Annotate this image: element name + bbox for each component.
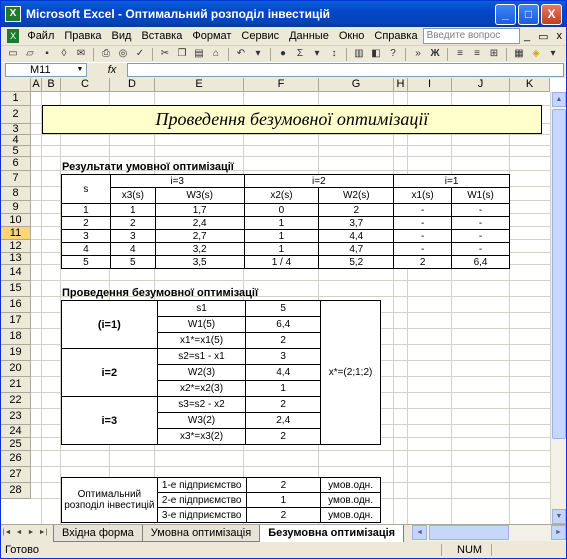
row-header-28[interactable]: 28	[1, 483, 31, 499]
row-header-9[interactable]: 9	[1, 201, 31, 214]
dropdown-icon[interactable]: ▾	[255, 48, 261, 59]
scroll-left-icon[interactable]: ◄	[412, 525, 427, 540]
enterprise-name[interactable]: 1-е підприємство	[157, 478, 246, 493]
table-cell[interactable]: -	[394, 204, 452, 217]
tab-conditional-optimization[interactable]: Умовна оптимізація	[142, 525, 260, 542]
table-cell[interactable]: -	[452, 230, 510, 243]
column-header-i[interactable]: I	[408, 78, 452, 92]
value-cell[interactable]: 1	[246, 381, 321, 397]
column-header-j[interactable]: J	[452, 78, 510, 92]
worksheet-grid[interactable]	[1, 78, 566, 524]
status-divider	[491, 544, 492, 556]
group-header[interactable]: i=2	[244, 175, 394, 188]
column-header-h[interactable]: H	[394, 78, 408, 92]
workbook-minimize-button[interactable]: _	[523, 30, 531, 42]
name-box-value: M11	[30, 64, 51, 76]
sheet-banner[interactable]: Проведення безумовної оптимізації	[42, 105, 542, 134]
permission-icon[interactable]: ◊	[61, 48, 67, 59]
table-cell[interactable]: 6,4	[452, 256, 510, 269]
menu-tools[interactable]: Сервис	[241, 30, 280, 42]
table-row	[62, 478, 381, 493]
table-cell[interactable]: 1	[244, 230, 319, 243]
gridline-h	[31, 280, 550, 281]
align-center-icon[interactable]: ≡	[474, 48, 480, 59]
column-header-k[interactable]: K	[510, 78, 550, 92]
align-left-icon[interactable]: ≡	[457, 48, 463, 59]
toolbar-separator	[270, 48, 271, 61]
table-cell[interactable]: 5,2	[319, 256, 394, 269]
workbook-close-button[interactable]: x	[556, 30, 562, 42]
scroll-down-icon[interactable]: ▼	[552, 509, 566, 524]
tab-unconditional-optimization[interactable]: Безумовна оптимізація	[259, 525, 404, 543]
email-icon[interactable]: ✉	[76, 48, 86, 59]
gridline-h	[31, 450, 550, 451]
table-cell[interactable]: 2	[319, 204, 394, 217]
row-header-17[interactable]: 17	[1, 313, 31, 329]
dropdown-icon[interactable]: ▾	[550, 48, 556, 59]
table-cell[interactable]: -	[394, 217, 452, 230]
table-cell[interactable]: 2	[62, 217, 111, 230]
subheader-cell[interactable]: W2(s)	[319, 188, 394, 204]
scroll-thumb[interactable]	[552, 109, 566, 439]
formula-cell[interactable]: s2=s1 - x1	[157, 349, 246, 365]
menu-format[interactable]: Формат	[192, 30, 232, 42]
gridline-h	[31, 156, 550, 157]
hyperlink-icon[interactable]: ●	[279, 48, 287, 59]
row-header-24[interactable]: 24	[1, 425, 31, 438]
toolbar-separator	[405, 48, 406, 61]
conditional-results-table[interactable]	[61, 174, 510, 269]
row-header-15[interactable]: 15	[1, 281, 31, 297]
table-cell[interactable]: 4,4	[319, 230, 394, 243]
row-header-14[interactable]: 14	[1, 265, 31, 281]
cut-icon[interactable]: ✂	[160, 48, 170, 59]
row-header-6[interactable]: 6	[1, 157, 31, 171]
gridline-h	[31, 466, 550, 467]
fx-icon[interactable]: fx	[107, 64, 117, 76]
toolbar-separator	[93, 48, 94, 61]
formula-cell[interactable]: x3*=x3(2)	[157, 429, 246, 445]
table-cell[interactable]: -	[452, 243, 510, 256]
value-cell[interactable]: 3	[246, 349, 321, 365]
excel-app-icon[interactable]: X	[5, 6, 21, 22]
enterprise-name[interactable]: 2-е підприємство	[157, 493, 246, 508]
format-painter-icon[interactable]: ⌂	[212, 48, 220, 59]
table-cell[interactable]: -	[452, 204, 510, 217]
zoom-icon[interactable]: »	[415, 48, 421, 59]
table-row	[62, 301, 381, 317]
table-row	[62, 217, 510, 230]
row-header-18[interactable]: 18	[1, 329, 31, 345]
row-header-27[interactable]: 27	[1, 467, 31, 483]
maximize-button[interactable]: □	[518, 4, 539, 25]
table-cell[interactable]: 3,5	[155, 256, 244, 269]
enterprise-name[interactable]: 3-е підприємство	[157, 508, 246, 523]
toolbar-separator	[228, 48, 229, 61]
step-label[interactable]: (i=1)	[62, 301, 158, 349]
select-all-corner[interactable]	[1, 78, 31, 92]
toolbar-separator	[346, 48, 347, 61]
standard-toolbar	[1, 46, 566, 62]
scroll-right-icon[interactable]: ►	[551, 525, 566, 540]
formula-cell[interactable]: W2(3)	[157, 365, 246, 381]
close-button[interactable]: X	[541, 4, 562, 25]
menu-edit[interactable]: Правка	[64, 30, 102, 42]
value-cell[interactable]: 2,4	[246, 413, 321, 429]
row-header-26[interactable]: 26	[1, 451, 31, 467]
tab-input-form[interactable]: Вхідна форма	[53, 525, 143, 542]
scroll-up-icon[interactable]: ▲	[552, 92, 566, 107]
subheader-cell[interactable]: x3(s)	[110, 188, 155, 204]
column-header-e[interactable]: E	[155, 78, 244, 92]
row-header-8[interactable]: 8	[1, 187, 31, 201]
row-header-25[interactable]: 25	[1, 438, 31, 451]
table-cell[interactable]: -	[394, 243, 452, 256]
status-ready: Готово	[5, 544, 39, 556]
table-cell[interactable]: 1	[244, 217, 319, 230]
save-icon[interactable]: ▪	[45, 48, 49, 59]
row-header-22[interactable]: 22	[1, 393, 31, 409]
column-header-c[interactable]: C	[61, 78, 110, 92]
table-cell[interactable]: 3,7	[319, 217, 394, 230]
gridline-h	[31, 145, 550, 146]
first-sheet-icon[interactable]: |◄	[2, 529, 12, 536]
table-row	[62, 230, 510, 243]
table-cell[interactable]: 4	[62, 243, 111, 256]
workbook-icon[interactable]: X	[7, 29, 19, 43]
table-cell[interactable]: -	[394, 230, 452, 243]
fill-color-icon[interactable]: ◈	[532, 48, 540, 59]
help-icon[interactable]: ?	[390, 48, 396, 59]
formula-cell[interactable]: s1	[157, 301, 246, 317]
group-header[interactable]: i=1	[394, 175, 510, 188]
table-cell[interactable]: 1	[244, 243, 319, 256]
chevron-down-icon[interactable]: ▼	[76, 66, 84, 73]
menu-bar	[1, 27, 566, 46]
optimal-solution[interactable]: x*=(2;1;2)	[321, 301, 381, 445]
help-search-input[interactable]: Введите вопрос	[423, 28, 520, 44]
table-cell[interactable]: 1 / 4	[244, 256, 319, 269]
column-header-f[interactable]: F	[244, 78, 319, 92]
column-header-d[interactable]: D	[110, 78, 155, 92]
unit-cell[interactable]: умов.одн.	[321, 478, 381, 493]
toolbar-separator	[506, 48, 507, 61]
table-cell[interactable]: 4,7	[319, 243, 394, 256]
subheader-cell[interactable]: x2(s)	[244, 188, 319, 204]
row-header-23[interactable]: 23	[1, 409, 31, 425]
row-header-16[interactable]: 16	[1, 297, 31, 313]
value-cell[interactable]: 6,4	[246, 317, 321, 333]
row-header-11[interactable]: 11	[1, 227, 31, 240]
table-cell[interactable]: 5	[110, 256, 155, 269]
chart-icon[interactable]: ▥	[354, 48, 364, 59]
paste-icon[interactable]: ▤	[194, 48, 204, 59]
formula-cell[interactable]: x1*=x1(5)	[157, 333, 246, 349]
table-cell[interactable]: 1	[62, 204, 111, 217]
row-header-20[interactable]: 20	[1, 361, 31, 377]
menu-help[interactable]: Справка	[374, 30, 418, 42]
title-bar	[1, 1, 566, 27]
column-header-g[interactable]: G	[319, 78, 394, 92]
copy-icon[interactable]: ❐	[177, 48, 187, 59]
scroll-thumb[interactable]	[429, 525, 509, 540]
column-header-b[interactable]: B	[42, 78, 61, 92]
status-divider	[441, 544, 442, 556]
table-cell[interactable]: 0	[244, 204, 319, 217]
value-cell[interactable]: 4,4	[246, 365, 321, 381]
value-cell[interactable]: 2	[246, 397, 321, 413]
workbook-restore-button[interactable]: ▭	[538, 30, 549, 43]
gridline-h	[31, 134, 550, 135]
autosum-icon[interactable]: Σ	[296, 48, 304, 59]
preview-icon[interactable]: ◎	[118, 48, 128, 59]
subheader-cell[interactable]: W1(s)	[452, 188, 510, 204]
horizontal-scrollbar[interactable]	[412, 525, 566, 541]
distribution-table[interactable]	[61, 477, 381, 523]
formula-cell[interactable]: s3=s2 - x2	[157, 397, 246, 413]
toolbar-separator	[447, 48, 448, 61]
table-cell[interactable]: 5	[62, 256, 111, 269]
formula-bar	[1, 62, 566, 77]
toolbar-separator	[152, 48, 153, 61]
unit-cell[interactable]: умов.одн.	[321, 493, 381, 508]
sheet-tab-bar	[1, 524, 566, 542]
column-header-a[interactable]: A	[31, 78, 42, 92]
row-header-21[interactable]: 21	[1, 377, 31, 393]
s-header[interactable]: s	[62, 175, 111, 204]
formula-cell[interactable]: W3(2)	[157, 413, 246, 429]
formula-cell[interactable]: x2*=x2(3)	[157, 381, 246, 397]
value-cell[interactable]: 2	[246, 429, 321, 445]
vertical-scrollbar[interactable]	[550, 92, 566, 524]
row-header-4[interactable]: 4	[1, 135, 31, 146]
next-sheet-icon[interactable]: ►	[27, 529, 35, 536]
row-header-19[interactable]: 19	[1, 345, 31, 361]
row-header-7[interactable]: 7	[1, 171, 31, 187]
menu-data[interactable]: Данные	[289, 30, 329, 42]
status-num-lock: NUM	[457, 544, 483, 556]
row-header-12[interactable]: 12	[1, 240, 31, 253]
unconditional-table[interactable]	[61, 300, 381, 445]
table-cell[interactable]: 3,2	[155, 243, 244, 256]
subheader-cell[interactable]: x1(s)	[394, 188, 452, 204]
merge-icon[interactable]: ⊞	[489, 48, 499, 59]
formula-cell[interactable]: W1(5)	[157, 317, 246, 333]
row-header-2[interactable]: 2	[1, 106, 31, 124]
table-cell[interactable]: 2	[394, 256, 452, 269]
undo-icon[interactable]: ↶	[236, 48, 246, 59]
section-conditional-title[interactable]: Результати умовної оптимізації	[62, 161, 234, 173]
prev-sheet-icon[interactable]: ◄	[15, 529, 23, 536]
bold-icon[interactable]: Ж	[430, 48, 440, 59]
value-cell[interactable]: 2	[246, 333, 321, 349]
spelling-icon[interactable]: ✓	[135, 48, 145, 59]
status-bar	[1, 542, 566, 558]
menu-window[interactable]: Окно	[338, 30, 365, 42]
row-header-3[interactable]: 3	[1, 124, 31, 135]
dropdown-icon[interactable]: ▾	[314, 48, 320, 59]
menu-insert[interactable]: Вставка	[141, 30, 183, 42]
formula-input[interactable]	[127, 63, 564, 77]
table-row	[62, 256, 510, 269]
table-cell[interactable]: 4	[110, 243, 155, 256]
table-cell[interactable]: 2,7	[155, 230, 244, 243]
unit-cell[interactable]: умов.одн.	[321, 508, 381, 523]
sort-icon[interactable]: ↕	[331, 48, 337, 59]
minimize-button[interactable]: _	[495, 4, 516, 25]
table-cell[interactable]: 1	[110, 204, 155, 217]
allocation-value[interactable]: 2	[246, 478, 320, 493]
row-header-1[interactable]: 1	[1, 92, 31, 106]
value-cell[interactable]: 5	[246, 301, 321, 317]
menu-file[interactable]: Файл	[27, 30, 55, 42]
subheader-cell[interactable]: W3(s)	[155, 188, 244, 204]
new-icon[interactable]: ▭	[8, 48, 18, 59]
print-icon[interactable]: ⎙	[102, 48, 110, 59]
row-header-13[interactable]: 13	[1, 253, 31, 265]
table-cell[interactable]: 3	[62, 230, 111, 243]
row-header-10[interactable]: 10	[1, 214, 31, 227]
table-cell[interactable]: 3	[110, 230, 155, 243]
step-label[interactable]: i=3	[62, 397, 158, 445]
group-header[interactable]: i=3	[110, 175, 244, 188]
distribution-label[interactable]: Оптимальний розподіл інвестицій	[62, 478, 158, 523]
section-unconditional-title[interactable]: Проведення безумовної оптимізації	[62, 287, 259, 299]
borders-icon[interactable]: ▦	[514, 48, 524, 59]
table-cell[interactable]: 1,7	[155, 204, 244, 217]
table-cell[interactable]: -	[452, 217, 510, 230]
table-cell[interactable]: 2	[110, 217, 155, 230]
open-icon[interactable]: ▱	[26, 48, 34, 59]
name-box[interactable]	[5, 63, 87, 77]
last-sheet-icon[interactable]: ►|	[38, 529, 48, 536]
table-row	[62, 243, 510, 256]
step-label[interactable]: i=2	[62, 349, 158, 397]
table-row	[62, 204, 510, 217]
menu-view[interactable]: Вид	[111, 30, 132, 42]
row-header-5[interactable]: 5	[1, 146, 31, 157]
allocation-value[interactable]: 2	[246, 508, 320, 523]
drawing-icon[interactable]: ◧	[371, 48, 381, 59]
window-title: Microsoft Excel - Оптимальний розподіл інвестицій	[26, 7, 331, 21]
allocation-value[interactable]: 1	[246, 493, 320, 508]
table-cell[interactable]: 2,4	[155, 217, 244, 230]
